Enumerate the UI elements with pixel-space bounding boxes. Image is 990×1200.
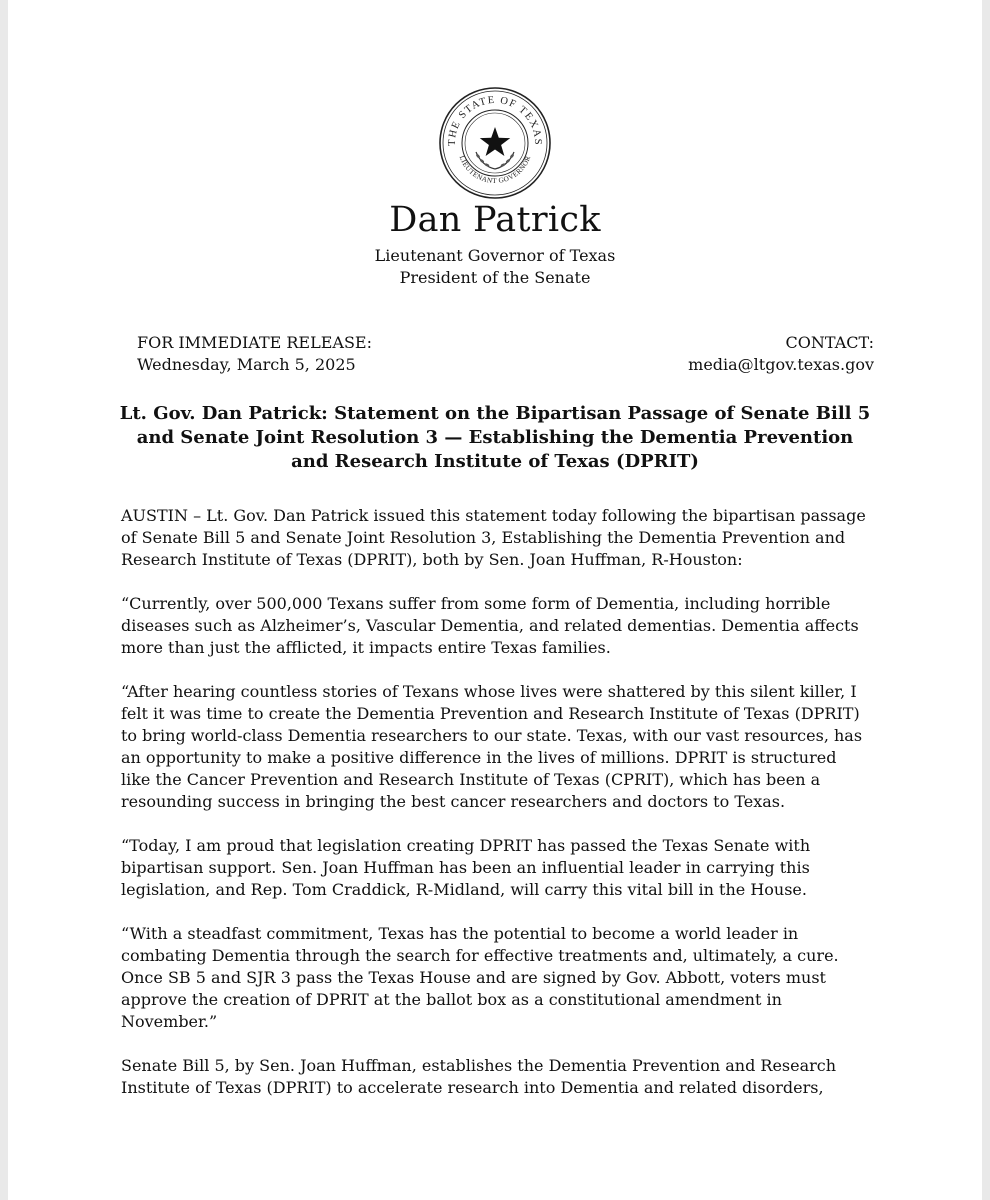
headline [110, 402, 880, 474]
svg-text:LIEUTENANT GOVERNOR [458, 155, 533, 185]
oak-branch-icon [495, 152, 514, 169]
contact-label: CONTACT: [785, 333, 874, 352]
text-line: Institute of Texas (DPRIT) to accelerate research into Dementia and related disorders, [121, 1078, 824, 1097]
release-label: FOR IMMEDIATE RELEASE: [137, 333, 372, 352]
text-line: resounding success in bringing the best cancer researchers and doctors to Texas. [121, 792, 786, 811]
olive-branch-icon [476, 152, 495, 169]
text-line: combating Dementia through the search for effective treatments and, ultimately, a cure. [121, 946, 839, 965]
text-line: bipartisan support. Sen. Joan Huffman has been an influential leader in carrying this [121, 858, 810, 877]
paragraph-quote-4 [121, 923, 881, 1033]
paragraph-intro [121, 505, 881, 571]
official-name: Dan Patrick [389, 200, 601, 240]
text-line: “After hearing countless stories of Texans whose lives were shattered by this silent killer, I [121, 682, 857, 701]
text-line: “Currently, over 500,000 Texans suffer from some form of Dementia, including horrible [121, 594, 831, 613]
contact-block [560, 332, 874, 376]
release-date: Wednesday, March 5, 2025 [137, 355, 356, 374]
text-line: legislation, and Rep. Tom Craddick, R-Midland, will carry this vital bill in the House. [121, 880, 807, 899]
text-line: Once SB 5 and SJR 3 pass the Texas House and are signed by Gov. Abbott, voters must [121, 968, 826, 987]
paragraph-bill-summary [121, 1055, 881, 1099]
headline-line: and Research Institute of Texas (DPRIT) [291, 451, 699, 472]
contact-email: media@ltgov.texas.gov [688, 355, 874, 374]
text-line: an opportunity to make a positive difference in the lives of millions. DPRIT is structured [121, 748, 837, 767]
release-block [137, 332, 372, 376]
paragraph-quote-3 [121, 835, 881, 901]
text-line: AUSTIN – Lt. Gov. Dan Patrick issued this statement today following the bipartisan passage [121, 506, 866, 525]
text-line: diseases such as Alzheimer’s, Vascular Dementia, and related dementias. Dementia affects [121, 616, 859, 635]
official-title: Lieutenant Governor of Texas [374, 246, 616, 265]
text-line: Senate Bill 5, by Sen. Joan Huffman, establishes the Dementia Prevention and Research [121, 1056, 837, 1075]
headline-line: and Senate Joint Resolution 3 — Establishing the Dementia Prevention [136, 427, 854, 448]
official-role: President of the Senate [399, 268, 591, 287]
texas-lt-governor-seal [438, 86, 552, 200]
text-line: “With a steadfast commitment, Texas has the potential to become a world leader in [121, 924, 799, 943]
text-line: approve the creation of DPRIT at the ballot box as a constitutional amendment in [121, 990, 782, 1009]
text-line: like the Cancer Prevention and Research Institute of Texas (CPRIT), which has been a [121, 770, 821, 789]
text-line: November.” [121, 1012, 218, 1031]
paragraph-quote-2 [121, 681, 881, 813]
text-line: “Today, I am proud that legislation creating DPRIT has passed the Texas Senate with [121, 836, 811, 855]
text-line: Research Institute of Texas (DPRIT), both by Sen. Joan Huffman, R-Houston: [121, 550, 743, 569]
text-line: felt it was time to create the Dementia Prevention and Research Institute of Texas (DPRIT) [121, 704, 860, 723]
text-line: of Senate Bill 5 and Senate Joint Resolution 3, Establishing the Dementia Prevention and [121, 528, 846, 547]
text-line: more than just the afflicted, it impacts entire Texas families. [121, 638, 611, 657]
statement-body [121, 505, 881, 1121]
star-icon [480, 127, 510, 156]
text-line: to bring world-class Dementia researchers to our state. Texas, with our vast resources, has [121, 726, 863, 745]
paragraph-quote-1 [121, 593, 881, 659]
seal-outer-text: THE STATE OF TEXAS [446, 94, 544, 147]
headline-line: Lt. Gov. Dan Patrick: Statement on the Bipartisan Passage of Senate Bill 5 [119, 403, 871, 424]
seal-inner-text: LIEUTENANT GOVERNOR [457, 154, 533, 186]
